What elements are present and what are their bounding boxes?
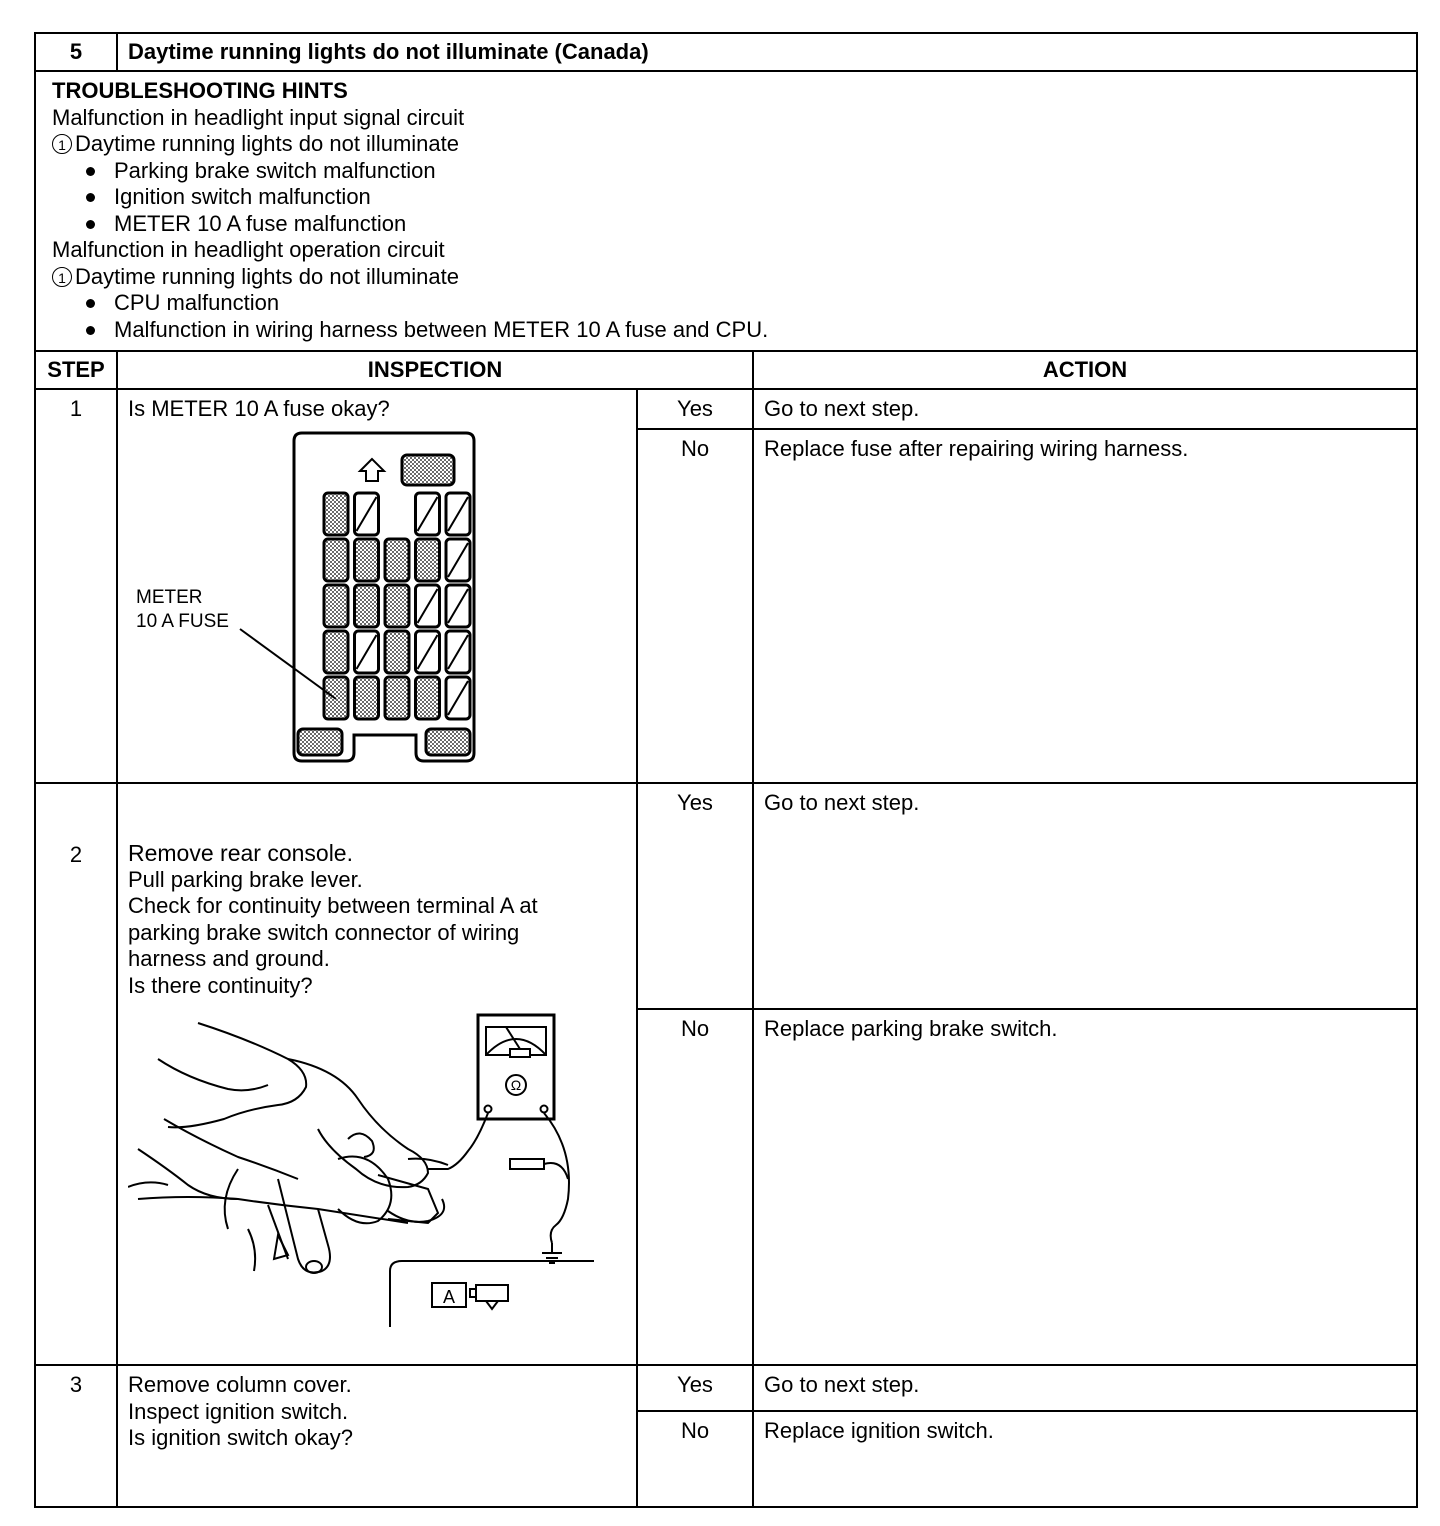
column-header-action: ACTION <box>753 351 1417 389</box>
fuse-slot <box>416 677 440 719</box>
section-number: 5 <box>35 33 117 71</box>
meter-fuse-label-line1: METER <box>136 586 203 608</box>
step3-line: Is ignition switch okay? <box>128 1425 353 1450</box>
fuse-slot <box>324 539 348 581</box>
step3-no-action: Replace ignition switch. <box>753 1411 1417 1507</box>
step1-yes-label: Yes <box>637 389 753 429</box>
step2-inspection <box>117 783 637 1365</box>
meter-ohm-symbol: Ω <box>510 1077 522 1093</box>
hand-brake-sketch <box>128 1023 448 1273</box>
meter-fuse-label-line2: 10 A FUSE <box>136 610 229 632</box>
ground-lead <box>544 1113 569 1243</box>
step2-line: Remove rear console. <box>128 840 353 866</box>
hint-group1-symptom: 1 Daytime running lights do not illuminate <box>52 131 1408 158</box>
fuse-box-diagram <box>128 423 628 768</box>
step3-inspection <box>117 1365 637 1507</box>
step3-yes-action: Go to next step. <box>753 1365 1417 1411</box>
bullet-icon <box>86 326 95 335</box>
hint-group1-title: Malfunction in headlight input signal circuit <box>52 104 465 130</box>
column-header-step: STEP <box>35 351 117 389</box>
bullet-icon <box>86 220 95 229</box>
step3-number: 3 <box>35 1365 117 1507</box>
step2-yes-row <box>35 783 1417 1009</box>
step2-yes-label: Yes <box>637 783 753 1009</box>
fuse-slot <box>324 631 348 673</box>
continuity-check-illustration <box>128 1009 628 1339</box>
step2-line: Check for continuity between terminal A at <box>128 893 538 918</box>
fuse-slot <box>385 677 409 719</box>
troubleshooting-table <box>34 32 1418 1508</box>
fuse-slot <box>324 493 348 535</box>
fuse-slot <box>385 539 409 581</box>
hints-row <box>35 71 1417 351</box>
hint-group2-symptom: 1 Daytime running lights do not illuminate <box>52 264 1408 291</box>
step2-yes-action: Go to next step. <box>753 783 1417 1009</box>
fuse-slot <box>355 677 379 719</box>
step2-line: Pull parking brake lever. <box>128 866 363 892</box>
fuse-slot <box>402 455 454 485</box>
bullet-icon <box>86 193 95 202</box>
step1-inspection <box>117 389 637 783</box>
fuse-grid <box>324 493 470 719</box>
hints-header: TROUBLESHOOTING HINTS <box>52 78 348 103</box>
step1-number: 1 <box>35 389 117 783</box>
hint-cause: Ignition switch malfunction <box>52 184 1408 211</box>
fuse-slot <box>298 729 342 755</box>
step2-line: parking brake switch connector of wiring <box>128 919 520 945</box>
fuse-slot <box>355 585 379 627</box>
step1-question: Is METER 10 A fuse okay? <box>128 396 390 421</box>
terminal-a-label: A <box>442 1287 456 1307</box>
hint-cause: METER 10 A fuse malfunction <box>52 211 1408 238</box>
hint-cause: Malfunction in wiring harness between METER 10 A fuse and CPU. <box>52 317 1408 344</box>
fuse-slot <box>324 585 348 627</box>
fuse-slot <box>385 585 409 627</box>
hint-cause: Parking brake switch malfunction <box>52 158 1408 185</box>
hint-cause: CPU malfunction <box>52 290 1408 317</box>
leader-line <box>240 629 336 699</box>
step3-yes-row <box>35 1365 1417 1411</box>
circled-number-icon: 1 <box>52 267 72 287</box>
step2-number: 2 <box>35 783 117 1365</box>
troubleshooting-page <box>34 32 1416 1508</box>
fuse-slot <box>385 631 409 673</box>
step2-no-label: No <box>637 1009 753 1365</box>
column-header-inspection: INSPECTION <box>117 351 753 389</box>
step1-no-label: No <box>637 429 753 783</box>
circled-number-icon: 1 <box>52 134 72 154</box>
bullet-icon <box>86 167 95 176</box>
fuse-slot <box>426 729 470 755</box>
column-header-row <box>35 351 1417 389</box>
step3-no-label: No <box>637 1411 753 1507</box>
fuse-slot <box>416 539 440 581</box>
arrow-up-icon <box>360 459 384 481</box>
step2-no-action: Replace parking brake switch. <box>753 1009 1417 1365</box>
section-title: Daytime running lights do not illuminate (Canada) <box>117 33 1417 71</box>
step3-yes-label: Yes <box>637 1365 753 1411</box>
step1-no-action: Replace fuse after repairing wiring harness. <box>753 429 1417 783</box>
step3-line: Remove column cover. <box>128 1372 352 1397</box>
step1-yes-action: Go to next step. <box>753 389 1417 429</box>
bullet-icon <box>86 299 95 308</box>
section-header-row <box>35 33 1417 71</box>
troubleshooting-hints <box>35 71 1417 351</box>
step3-line: Inspect ignition switch. <box>128 1398 349 1424</box>
step1-yes-row <box>35 389 1417 429</box>
step2-line: harness and ground. <box>128 946 330 971</box>
step2-line: Is there continuity? <box>128 972 313 998</box>
fuse-slot <box>355 539 379 581</box>
hint-group2-title: Malfunction in headlight operation circuit <box>52 237 445 262</box>
connector-icon <box>476 1285 508 1301</box>
ohmmeter <box>478 1015 554 1119</box>
